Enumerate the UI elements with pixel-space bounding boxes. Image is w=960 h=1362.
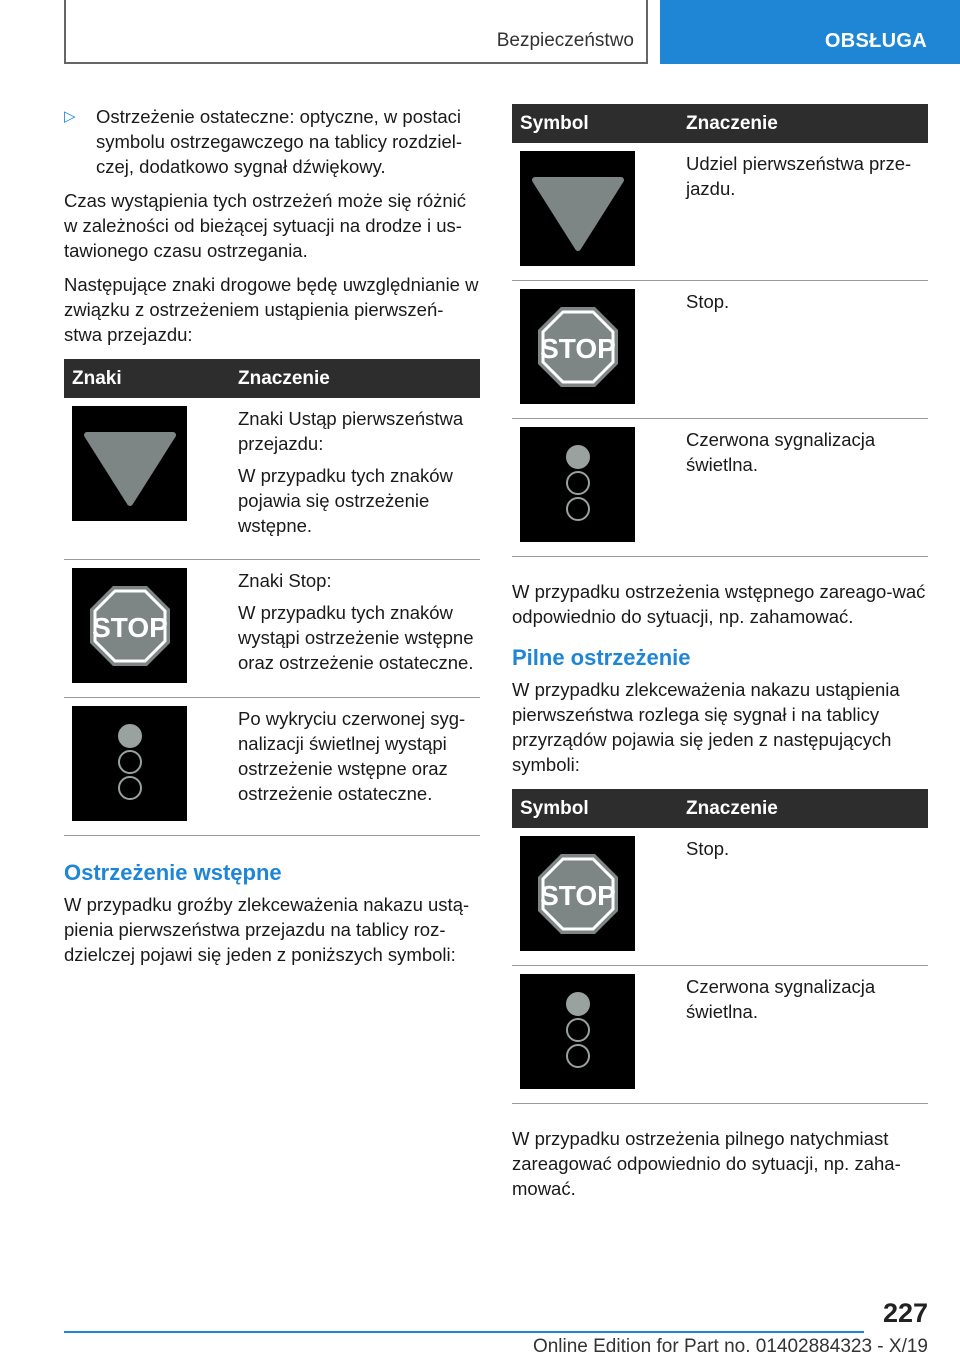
- bullet-triangle-icon: ▷: [64, 108, 76, 125]
- section-heading: Ostrzeżenie wstępne: [64, 860, 282, 885]
- traffic-light-icon: [72, 706, 187, 821]
- tab-label: OBSŁUGA: [824, 30, 927, 52]
- table-row: [64, 560, 480, 698]
- table-row: [512, 281, 928, 419]
- meaning-text: Znaki Stop:: [238, 570, 332, 591]
- edition-footer: Online Edition for Part no. 01402884323 - X/19: [532, 1336, 928, 1357]
- yield-sign-icon: [520, 151, 635, 266]
- table-header-row: [512, 104, 928, 143]
- bullet-text: Ostrzeżenie ostateczne: optyczne, w postaci symbolu ostrzegawczego na tablicy rozdziel-czej, dodatkowo sygnał dźwiękowy.: [96, 106, 463, 177]
- table-row: [512, 143, 928, 281]
- table-row: [512, 419, 928, 557]
- paragraph: W przypadku groźby zlekceważenia nakazu ustą-pienia pierwszeństwa przejazdu na tablicy roz-dzielczej pojawi się jeden z poniższych symboli:: [64, 894, 470, 965]
- footer-divider: [64, 1331, 864, 1333]
- header-tab[interactable]: [660, 0, 960, 64]
- paragraph: W przypadku zlekceważenia nakazu ustąpienia pierwszeństwa rozlega się sygnał i na tablicy przyrządów pojawia się jeden z następujących symboli:: [512, 679, 900, 775]
- signs-table: [64, 359, 480, 836]
- traffic-light-icon: [520, 427, 635, 542]
- meaning-text: Stop.: [686, 838, 730, 859]
- paragraph: Czas wystąpienia tych ostrzeżeń może się różnić w zależności od bieżącej sytuacji na drodze i us-tawionego czasu ostrzegania.: [64, 190, 467, 261]
- table-row: [512, 828, 928, 966]
- meaning-text: Czerwona sygnalizacja świetlna.: [686, 976, 876, 1022]
- table-row: [512, 966, 928, 1104]
- symbols-table: [512, 104, 928, 557]
- traffic-light-icon: [520, 974, 635, 1089]
- meaning-text: Stop.: [686, 291, 730, 312]
- meaning-text: Udziel pierwszeństwa prze-jazdu.: [686, 153, 912, 199]
- stop-sign-icon: [520, 836, 635, 951]
- column-header: Symbol: [512, 104, 686, 143]
- stop-sign-icon: [520, 289, 635, 404]
- header-section-box: [64, 0, 648, 64]
- meaning-text: W przypadku tych znaków wystąpi ostrzeżenie wstępne oraz ostrzeżenie ostateczne.: [238, 602, 474, 673]
- table-header-row: [64, 359, 480, 398]
- svg-text:STOP: STOP: [539, 332, 616, 364]
- table-header-row: [512, 789, 928, 828]
- column-header: Znaczenie: [238, 359, 480, 398]
- paragraph: Następujące znaki drogowe będę uwzględnianie w związku z ostrzeżeniem ustąpienia pierwszeń-stwa przejazdu:: [64, 274, 479, 345]
- column-header: Znaki: [64, 359, 238, 398]
- table-row: [64, 698, 480, 836]
- svg-text:STOP: STOP: [91, 611, 168, 643]
- symbols-table: [512, 789, 928, 1104]
- column-header: Znaczenie: [686, 789, 928, 828]
- meaning-text: W przypadku tych znaków pojawia się ostrzeżenie wstępne.: [238, 465, 453, 536]
- table-row: [64, 398, 480, 560]
- column-header: Symbol: [512, 789, 686, 828]
- paragraph: W przypadku ostrzeżenia wstępnego zareago-wać odpowiednio do sytuacji, np. zahamować.: [512, 581, 926, 627]
- meaning-text: Po wykryciu czerwonej syg-nalizacji świetlnej wystąpi ostrzeżenie wstępne oraz ostrzeżenie ostateczne.: [238, 708, 466, 804]
- stop-sign-icon: [72, 568, 187, 683]
- yield-sign-icon: [72, 406, 187, 521]
- meaning-text: Znaki Ustąp pierwszeństwa przejazdu:: [238, 408, 464, 454]
- meaning-text: Czerwona sygnalizacja świetlna.: [686, 429, 876, 475]
- page-number: 227: [882, 1298, 928, 1328]
- left-column: [64, 104, 480, 976]
- bullet-item: [64, 104, 480, 179]
- right-column: [512, 104, 928, 1210]
- section-heading: Pilne ostrzeżenie: [512, 645, 691, 670]
- svg-text:STOP: STOP: [539, 879, 616, 911]
- column-header: Znaczenie: [686, 104, 928, 143]
- section-title: Bezpieczeństwo: [496, 30, 634, 51]
- paragraph: W przypadku ostrzeżenia pilnego natychmiast zareagować odpowiednio do sytuacji, np. zaha-mować.: [512, 1128, 901, 1199]
